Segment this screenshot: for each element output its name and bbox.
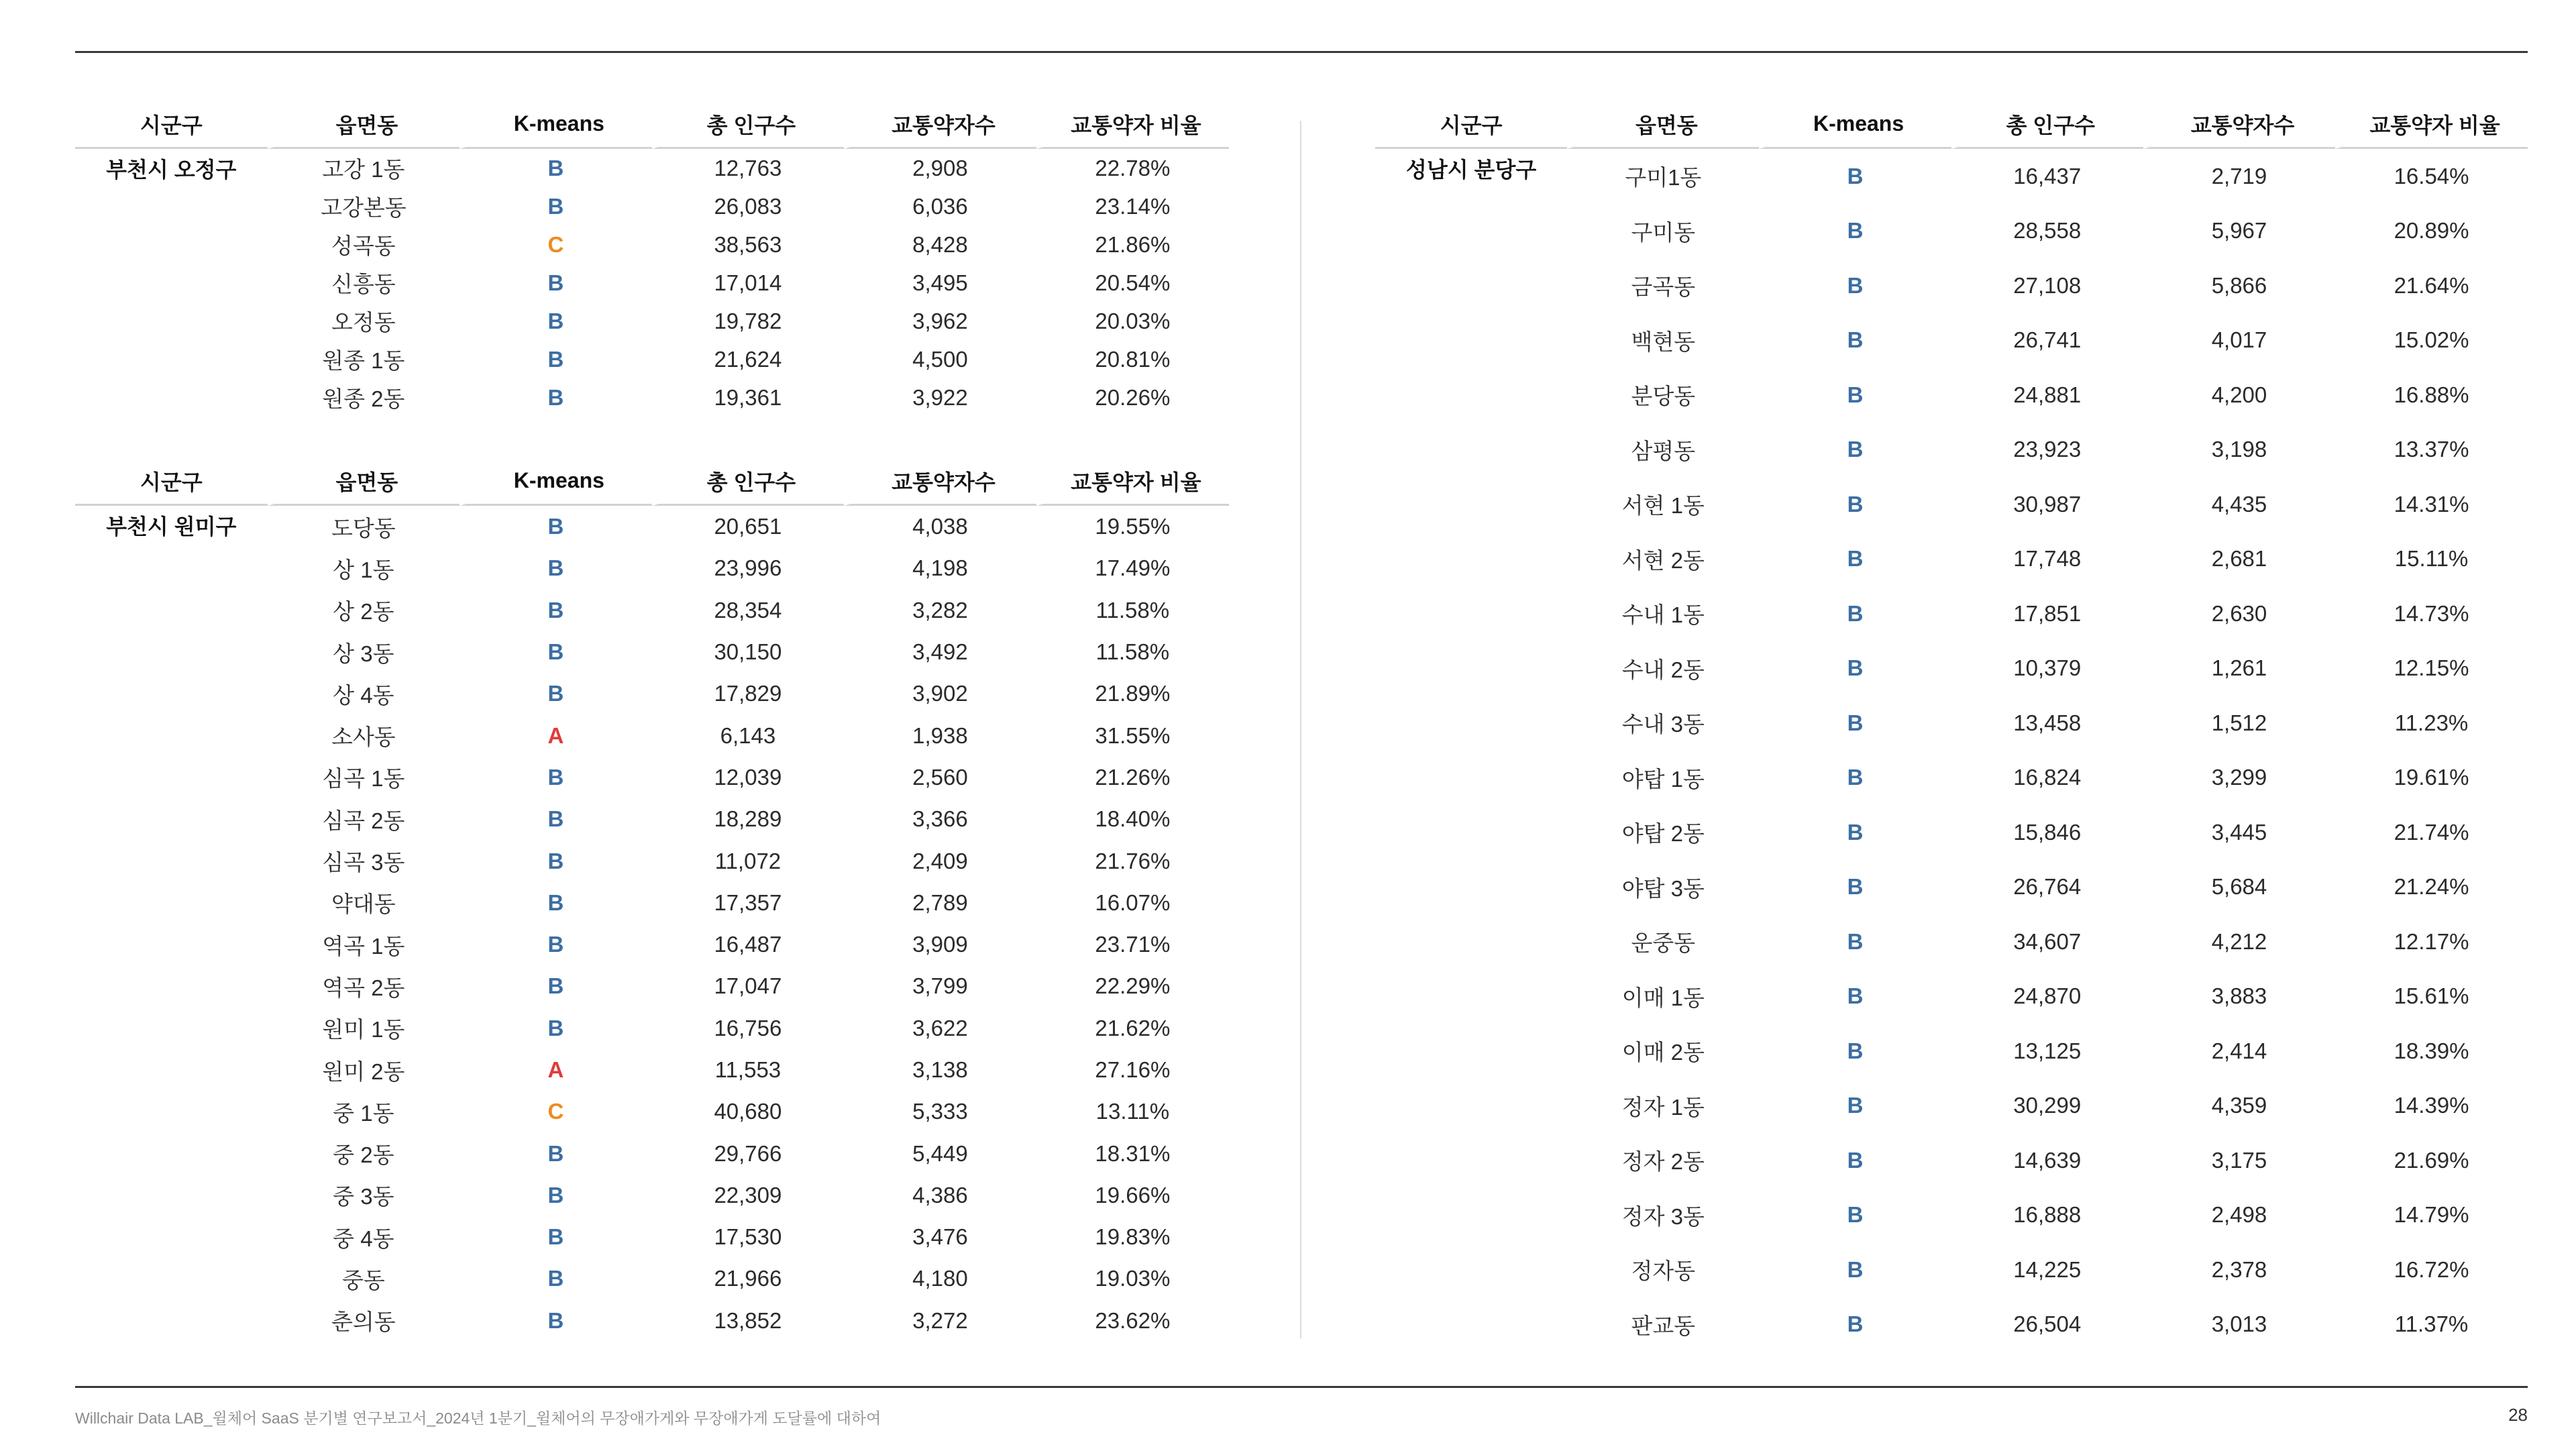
vulnerable-count-cell: 3,138 — [912, 1057, 968, 1082]
population-cell: 28,558 — [2013, 218, 2082, 244]
column-divider — [1300, 121, 1301, 1338]
vulnerable-count-cell: 2,414 — [2211, 1038, 2267, 1063]
vulnerable-ratio-cell: 11.58% — [1095, 597, 1170, 623]
header-vulnerable-count: 교통약자수 — [2143, 107, 2335, 149]
vulnerable-count-cell: 3,492 — [912, 639, 968, 665]
vulnerable-ratio-cell: 15.02% — [2394, 327, 2469, 353]
population-cell: 14,639 — [2013, 1147, 2082, 1173]
vulnerable-ratio-cell: 17.49% — [1095, 555, 1171, 581]
population-cell: 18,289 — [714, 806, 782, 832]
population-cell: 17,748 — [2013, 546, 2082, 572]
population-cell: 26,083 — [714, 193, 782, 219]
population-cell: 11,072 — [714, 848, 782, 873]
vulnerable-count-cell: 3,366 — [912, 806, 968, 832]
population-cell: 16,888 — [2013, 1202, 2082, 1228]
kmeans-cell: B — [547, 764, 564, 790]
population-cell: 11,553 — [714, 1057, 782, 1082]
vulnerable-ratio-cell: 12.17% — [2394, 928, 2469, 954]
vulnerable-count-cell: 2,560 — [912, 764, 968, 790]
population-cell: 17,530 — [714, 1224, 782, 1250]
vulnerable-count-cell: 2,908 — [912, 155, 968, 180]
table-header-row — [1375, 107, 2528, 149]
region-cell: 부천시 원미구 — [106, 515, 237, 539]
kmeans-cell: B — [1847, 874, 1864, 900]
vulnerable-ratio-cell: 21.62% — [1095, 1015, 1171, 1040]
header-population: 총 인구수 — [652, 464, 845, 506]
vulnerable-ratio-cell: 19.61% — [2394, 765, 2469, 790]
kmeans-cell: B — [547, 890, 564, 915]
vulnerable-count-cell: 3,962 — [912, 308, 968, 333]
dong-cell: 정자 1동 — [1621, 1094, 1705, 1120]
kmeans-cell: B — [547, 1140, 564, 1166]
vulnerable-count-cell: 4,359 — [2211, 1093, 2267, 1118]
kmeans-cell: B — [547, 681, 564, 706]
kmeans-cell: B — [547, 384, 564, 410]
vulnerable-count-cell: 3,013 — [2211, 1311, 2267, 1337]
vulnerable-ratio-cell: 18.39% — [2394, 1038, 2469, 1063]
kmeans-cell: B — [547, 514, 564, 539]
population-cell: 23,923 — [2013, 437, 2082, 462]
population-cell: 16,756 — [714, 1015, 782, 1040]
vulnerable-ratio-cell: 14.39% — [2394, 1093, 2469, 1118]
vulnerable-count-cell: 3,902 — [912, 681, 968, 706]
dong-cell: 백현동 — [1631, 329, 1696, 354]
header-kmeans: K-means — [460, 464, 652, 506]
kmeans-cell: A — [547, 1057, 564, 1082]
vulnerable-ratio-cell: 14.79% — [2394, 1202, 2469, 1228]
dong-cell: 상 2동 — [333, 599, 394, 625]
table-bucheon-ojeong — [75, 107, 1229, 417]
dong-cell: 상 4동 — [333, 682, 394, 708]
kmeans-cell: B — [1847, 272, 1864, 298]
vulnerable-count-cell: 3,495 — [912, 270, 968, 295]
population-cell: 28,354 — [714, 597, 782, 623]
kmeans-cell: B — [547, 639, 564, 665]
population-cell: 30,299 — [2013, 1093, 2082, 1118]
population-cell: 17,047 — [714, 973, 782, 999]
vulnerable-count-cell: 3,476 — [912, 1224, 968, 1250]
kmeans-cell: B — [1847, 218, 1864, 244]
vulnerable-ratio-cell: 21.76% — [1095, 848, 1171, 873]
population-cell: 27,108 — [2013, 272, 2082, 298]
kmeans-cell: B — [547, 1015, 564, 1040]
header-vulnerable-ratio: 교통약자 비율 — [2335, 107, 2528, 149]
dong-cell: 수내 2동 — [1621, 657, 1705, 682]
header-kmeans: K-means — [1759, 107, 1951, 149]
vulnerable-count-cell: 5,866 — [2211, 272, 2267, 298]
kmeans-cell: C — [547, 231, 564, 257]
population-cell: 34,607 — [2013, 928, 2082, 954]
dong-cell: 신흥동 — [331, 272, 396, 297]
dong-cell: 오정동 — [331, 310, 396, 335]
population-cell: 6,143 — [720, 722, 776, 748]
header-population: 총 인구수 — [652, 107, 845, 149]
vulnerable-ratio-cell: 19.83% — [1095, 1224, 1171, 1250]
vulnerable-count-cell: 4,386 — [912, 1182, 968, 1208]
vulnerable-count-cell: 5,684 — [2211, 874, 2267, 900]
vulnerable-ratio-cell: 21.26% — [1095, 764, 1171, 790]
dong-cell: 중동 — [341, 1267, 385, 1293]
dong-cell: 분당동 — [1631, 384, 1696, 409]
population-cell: 12,039 — [714, 764, 782, 790]
vulnerable-count-cell: 2,789 — [912, 890, 968, 915]
population-cell: 21,624 — [714, 346, 782, 372]
vulnerable-count-cell: 4,198 — [912, 555, 968, 581]
vulnerable-ratio-cell: 23.14% — [1095, 193, 1171, 219]
vulnerable-ratio-cell: 12.15% — [2394, 655, 2469, 681]
kmeans-cell: B — [1847, 1202, 1864, 1228]
dong-cell: 역곡 2동 — [322, 975, 405, 1000]
vulnerable-ratio-cell: 11.58% — [1095, 639, 1170, 665]
vulnerable-ratio-cell: 19.03% — [1095, 1266, 1171, 1291]
dong-cell: 심곡 1동 — [322, 766, 405, 792]
dong-cell: 야탑 3동 — [1621, 875, 1705, 901]
vulnerable-count-cell: 2,378 — [2211, 1256, 2267, 1282]
dong-cell: 이매 2동 — [1621, 1040, 1705, 1065]
population-cell: 12,763 — [714, 155, 782, 180]
table-bucheon-wonmi — [75, 464, 1229, 1342]
vulnerable-count-cell: 3,299 — [2211, 765, 2267, 790]
vulnerable-count-cell: 4,200 — [2211, 382, 2267, 407]
vulnerable-count-cell: 4,180 — [912, 1266, 968, 1291]
vulnerable-count-cell: 5,967 — [2211, 218, 2267, 244]
header-sigungu: 시군구 — [75, 107, 268, 149]
vulnerable-ratio-cell: 22.29% — [1095, 973, 1171, 999]
population-cell: 19,782 — [714, 308, 782, 333]
population-cell: 26,741 — [2013, 327, 2082, 353]
population-cell: 21,966 — [714, 1266, 782, 1291]
vulnerable-count-cell: 8,428 — [912, 231, 968, 257]
vulnerable-ratio-cell: 19.55% — [1095, 514, 1171, 539]
dong-cell: 약대동 — [331, 892, 396, 917]
dong-cell: 도당동 — [331, 515, 396, 541]
vulnerable-count-cell: 3,799 — [912, 973, 968, 999]
population-cell: 13,125 — [2013, 1038, 2082, 1063]
dong-cell: 고강본동 — [321, 195, 407, 220]
population-cell: 14,225 — [2013, 1256, 2082, 1282]
footer-text: Willchair Data LAB_윌체어 SaaS 분기별 연구보고서_2024년 1분기_윌체어의 무장애가게와 무장애가게 도달률에 대하여 — [75, 1409, 881, 1427]
table-seongnam-bundang — [1375, 107, 2528, 1352]
dong-cell: 금곡동 — [1631, 274, 1696, 300]
vulnerable-ratio-cell: 13.11% — [1095, 1099, 1170, 1124]
kmeans-cell: B — [1847, 819, 1864, 845]
vulnerable-ratio-cell: 16.88% — [2394, 382, 2469, 407]
vulnerable-ratio-cell: 14.73% — [2394, 600, 2469, 626]
table-row — [1375, 149, 2528, 204]
kmeans-cell: B — [1847, 1038, 1864, 1063]
dong-cell: 소사동 — [331, 724, 396, 750]
bottom-rule — [75, 1386, 2528, 1388]
dong-cell: 중 2동 — [333, 1142, 394, 1168]
dong-cell: 상 3동 — [333, 641, 394, 666]
top-rule — [75, 51, 2528, 53]
population-cell: 20,651 — [714, 514, 782, 539]
kmeans-cell: B — [547, 346, 564, 372]
header-sigungu: 시군구 — [75, 464, 268, 506]
dong-cell: 역곡 1동 — [322, 933, 405, 959]
kmeans-cell: B — [547, 848, 564, 873]
dong-cell: 춘의동 — [331, 1309, 396, 1335]
kmeans-cell: B — [1847, 327, 1864, 353]
dong-cell: 정자동 — [1631, 1258, 1696, 1284]
vulnerable-ratio-cell: 21.86% — [1095, 231, 1171, 257]
vulnerable-count-cell: 3,198 — [2211, 437, 2267, 462]
vulnerable-ratio-cell: 22.78% — [1095, 155, 1171, 180]
dong-cell: 운중동 — [1631, 930, 1696, 956]
population-cell: 23,996 — [714, 555, 782, 581]
dong-cell: 판교동 — [1631, 1313, 1696, 1338]
vulnerable-ratio-cell: 21.74% — [2394, 819, 2469, 845]
kmeans-cell: B — [1847, 983, 1864, 1009]
dong-cell: 원종 1동 — [322, 348, 405, 373]
header-eupmyeondong: 읍면동 — [268, 107, 460, 149]
dong-cell: 구미1동 — [1625, 165, 1702, 191]
vulnerable-ratio-cell: 11.23% — [2394, 710, 2469, 735]
kmeans-cell: B — [547, 270, 564, 295]
population-cell: 26,764 — [2013, 874, 2082, 900]
table-row — [75, 506, 1229, 547]
vulnerable-count-cell: 6,036 — [912, 193, 968, 219]
kmeans-cell: B — [1847, 1093, 1864, 1118]
dong-cell: 심곡 3동 — [322, 850, 405, 875]
dong-cell: 구미동 — [1631, 219, 1696, 245]
vulnerable-ratio-cell: 15.61% — [2394, 983, 2469, 1009]
vulnerable-count-cell: 2,681 — [2211, 546, 2267, 572]
dong-cell: 삼평동 — [1631, 438, 1696, 464]
vulnerable-ratio-cell: 11.37% — [2394, 1311, 2469, 1337]
header-eupmyeondong: 읍면동 — [268, 464, 460, 506]
vulnerable-count-cell: 3,922 — [912, 384, 968, 410]
kmeans-cell: B — [1847, 1256, 1864, 1282]
vulnerable-count-cell: 5,449 — [912, 1140, 968, 1166]
population-cell: 24,870 — [2013, 983, 2082, 1009]
population-cell: 17,851 — [2013, 600, 2082, 626]
population-cell: 30,150 — [714, 639, 782, 665]
vulnerable-count-cell: 3,282 — [912, 597, 968, 623]
dong-cell: 원종 2동 — [322, 386, 405, 411]
population-cell: 17,829 — [714, 681, 782, 706]
dong-cell: 서현 2동 — [1621, 547, 1705, 573]
kmeans-cell: B — [547, 806, 564, 832]
dong-cell: 중 4동 — [333, 1226, 394, 1251]
vulnerable-count-cell: 1,938 — [912, 722, 968, 748]
header-vulnerable-count: 교통약자수 — [844, 464, 1036, 506]
population-cell: 13,458 — [2013, 710, 2082, 735]
vulnerable-ratio-cell: 31.55% — [1095, 722, 1171, 748]
kmeans-cell: B — [547, 932, 564, 957]
region-cell: 부천시 오정구 — [106, 158, 237, 182]
vulnerable-count-cell: 3,445 — [2211, 819, 2267, 845]
header-kmeans: K-means — [460, 107, 652, 149]
header-vulnerable-ratio: 교통약자 비율 — [1036, 107, 1229, 149]
dong-cell: 야탑 2동 — [1621, 821, 1705, 847]
dong-cell: 수내 3동 — [1621, 712, 1705, 737]
vulnerable-count-cell: 4,212 — [2211, 928, 2267, 954]
population-cell: 10,379 — [2013, 655, 2082, 681]
vulnerable-ratio-cell: 15.11% — [2394, 546, 2469, 572]
kmeans-cell: B — [1847, 600, 1864, 626]
dong-cell: 정자 2동 — [1621, 1149, 1705, 1175]
population-cell: 13,852 — [714, 1307, 782, 1333]
kmeans-cell: B — [1847, 1311, 1864, 1337]
population-cell: 24,881 — [2013, 382, 2082, 407]
kmeans-cell: A — [547, 722, 564, 748]
vulnerable-ratio-cell: 20.89% — [2394, 218, 2469, 244]
kmeans-cell: B — [547, 973, 564, 999]
dong-cell: 상 1동 — [333, 557, 394, 582]
vulnerable-count-cell: 1,512 — [2211, 710, 2267, 735]
population-cell: 16,437 — [2013, 163, 2082, 189]
vulnerable-ratio-cell: 16.54% — [2394, 163, 2469, 189]
vulnerable-ratio-cell: 13.37% — [2394, 437, 2469, 462]
dong-cell: 야탑 1동 — [1621, 766, 1705, 792]
table-row — [75, 149, 1229, 187]
population-cell: 15,846 — [2013, 819, 2082, 845]
vulnerable-ratio-cell: 16.72% — [2394, 1256, 2469, 1282]
vulnerable-ratio-cell: 21.64% — [2394, 272, 2469, 298]
vulnerable-count-cell: 2,498 — [2211, 1202, 2267, 1228]
population-cell: 38,563 — [714, 231, 782, 257]
kmeans-cell: B — [547, 1266, 564, 1291]
vulnerable-ratio-cell: 23.62% — [1095, 1307, 1171, 1333]
kmeans-cell: B — [547, 308, 564, 333]
population-cell: 19,361 — [714, 384, 782, 410]
vulnerable-ratio-cell: 27.16% — [1095, 1057, 1171, 1082]
population-cell: 17,357 — [714, 890, 782, 915]
dong-cell: 이매 1동 — [1621, 985, 1705, 1010]
vulnerable-count-cell: 3,272 — [912, 1307, 968, 1333]
vulnerable-ratio-cell: 21.24% — [2394, 874, 2469, 900]
dong-cell: 심곡 2동 — [322, 808, 405, 833]
kmeans-cell: B — [1847, 1147, 1864, 1173]
kmeans-cell: B — [547, 1224, 564, 1250]
vulnerable-count-cell: 3,175 — [2211, 1147, 2267, 1173]
dong-cell: 원미 2동 — [322, 1059, 405, 1084]
kmeans-cell: B — [1847, 163, 1864, 189]
population-cell: 29,766 — [714, 1140, 782, 1166]
population-cell: 30,987 — [2013, 491, 2082, 517]
vulnerable-count-cell: 2,719 — [2211, 163, 2267, 189]
vulnerable-count-cell: 4,038 — [912, 514, 968, 539]
vulnerable-ratio-cell: 20.26% — [1095, 384, 1171, 410]
kmeans-cell: B — [547, 155, 564, 180]
vulnerable-ratio-cell: 19.66% — [1095, 1182, 1171, 1208]
vulnerable-count-cell: 4,500 — [912, 346, 968, 372]
vulnerable-count-cell: 2,630 — [2211, 600, 2267, 626]
page-number: 28 — [2508, 1405, 2528, 1425]
vulnerable-ratio-cell: 14.31% — [2394, 491, 2469, 517]
dong-cell: 원미 1동 — [322, 1017, 405, 1042]
header-population: 총 인구수 — [1951, 107, 2143, 149]
kmeans-cell: B — [1847, 655, 1864, 681]
kmeans-cell: B — [1847, 382, 1864, 407]
kmeans-cell: B — [547, 1182, 564, 1208]
header-sigungu: 시군구 — [1375, 107, 1567, 149]
vulnerable-ratio-cell: 23.71% — [1095, 932, 1171, 957]
vulnerable-count-cell: 4,017 — [2211, 327, 2267, 353]
population-cell: 16,824 — [2013, 765, 2082, 790]
kmeans-cell: B — [1847, 765, 1864, 790]
population-cell: 22,309 — [714, 1182, 782, 1208]
region-cell: 성남시 분당구 — [1405, 158, 1537, 182]
kmeans-cell: B — [1847, 928, 1864, 954]
vulnerable-ratio-cell: 16.07% — [1095, 890, 1171, 915]
vulnerable-ratio-cell: 18.40% — [1095, 806, 1171, 832]
header-eupmyeondong: 읍면동 — [1567, 107, 1759, 149]
vulnerable-ratio-cell: 21.69% — [2394, 1147, 2469, 1173]
vulnerable-count-cell: 4,435 — [2211, 491, 2267, 517]
kmeans-cell: B — [1847, 437, 1864, 462]
vulnerable-count-cell: 2,409 — [912, 848, 968, 873]
population-cell: 17,014 — [714, 270, 782, 295]
population-cell: 40,680 — [714, 1099, 782, 1124]
dong-cell: 중 1동 — [333, 1100, 394, 1126]
kmeans-cell: C — [547, 1099, 564, 1124]
vulnerable-ratio-cell: 18.31% — [1095, 1140, 1171, 1166]
dong-cell: 수내 1동 — [1621, 602, 1705, 628]
population-cell: 26,504 — [2013, 1311, 2082, 1337]
vulnerable-ratio-cell: 20.03% — [1095, 308, 1171, 333]
kmeans-cell: B — [1847, 491, 1864, 517]
population-cell: 16,487 — [714, 932, 782, 957]
vulnerable-count-cell: 1,261 — [2211, 655, 2267, 681]
vulnerable-count-cell: 3,909 — [912, 932, 968, 957]
vulnerable-ratio-cell: 21.89% — [1095, 681, 1171, 706]
header-vulnerable-ratio: 교통약자 비율 — [1036, 464, 1229, 506]
dong-cell: 정자 3동 — [1621, 1203, 1705, 1229]
kmeans-cell: B — [547, 193, 564, 219]
vulnerable-count-cell: 3,883 — [2211, 983, 2267, 1009]
kmeans-cell: B — [1847, 710, 1864, 735]
dong-cell: 성곡동 — [331, 233, 396, 258]
vulnerable-ratio-cell: 20.54% — [1095, 270, 1171, 295]
dong-cell: 고강 1동 — [322, 157, 405, 182]
vulnerable-ratio-cell: 20.81% — [1095, 346, 1171, 372]
dong-cell: 중 3동 — [333, 1184, 394, 1210]
kmeans-cell: B — [1847, 546, 1864, 572]
kmeans-cell: B — [547, 597, 564, 623]
kmeans-cell: B — [547, 555, 564, 581]
kmeans-cell: B — [547, 1307, 564, 1333]
vulnerable-count-cell: 3,622 — [912, 1015, 968, 1040]
table-header-row — [75, 107, 1229, 149]
vulnerable-count-cell: 5,333 — [912, 1099, 968, 1124]
header-vulnerable-count: 교통약자수 — [844, 107, 1036, 149]
table-header-row — [75, 464, 1229, 506]
dong-cell: 서현 1동 — [1621, 493, 1705, 519]
